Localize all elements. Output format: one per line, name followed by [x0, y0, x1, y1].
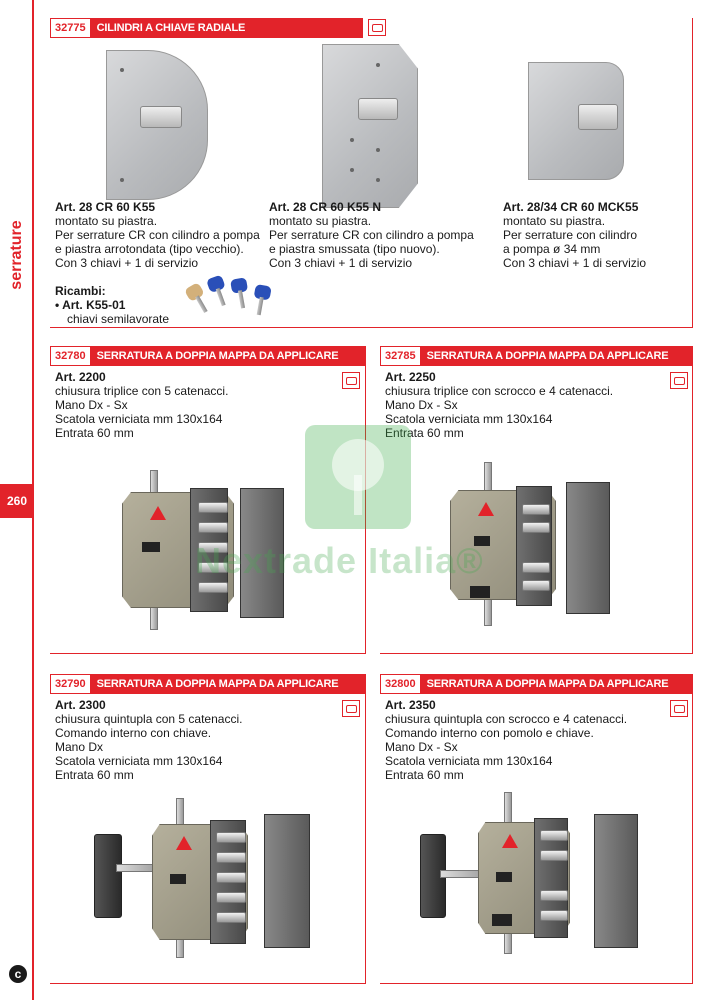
product-desc-2: Art. 28 CR 60 K55 N montato su piastra. Per serrature CR con cilindro a pompa e piastra smussata (tipo nuovo). Con 3 chiavi + 1 di servizio — [269, 200, 474, 270]
brand-logo-icon — [368, 19, 386, 36]
section-code: 32780 — [50, 346, 91, 366]
section-title: SERRATURA A DOPPIA MAPPA DA APPLICARE — [421, 346, 692, 366]
spares-label: Ricambi: — [55, 284, 106, 298]
section-code: 32790 — [50, 674, 91, 694]
product-art: Art. 28 CR 60 K55 — [55, 200, 156, 214]
spares-desc: chiavi semilavorate — [67, 312, 170, 326]
section-32790 — [50, 674, 366, 984]
product-art: Art. 2200 — [55, 370, 106, 384]
section-title: SERRATURA A DOPPIA MAPPA DA APPLICARE — [91, 346, 365, 366]
section-title: SERRATURA A DOPPIA MAPPA DA APPLICARE — [421, 674, 692, 694]
product-desc-1: Art. 28 CR 60 K55 montato su piastra. Per serrature CR con cilindro a pompa e piastra arrotondata (tipo vecchio). Con 3 chiavi + 1 di servizio — [55, 200, 260, 270]
section-code: 32775 — [50, 18, 91, 38]
brand-mark: c — [9, 965, 27, 983]
section-code: 32785 — [380, 346, 421, 366]
section-32785 — [380, 346, 693, 654]
section-32775 — [50, 18, 693, 328]
section-header — [50, 346, 365, 366]
watermark-tree-icon — [305, 425, 411, 529]
product-art: Art. 28/34 CR 60 MCK55 — [503, 200, 639, 214]
brand-logo-icon — [670, 372, 688, 389]
product-art: Art. 28 CR 60 K55 N — [269, 200, 382, 214]
category-label: serrature — [8, 220, 25, 290]
section-title: CILINDRI A CHIAVE RADIALE — [91, 18, 363, 38]
section-header — [380, 674, 692, 694]
section-header — [50, 18, 363, 38]
section-title: SERRATURA A DOPPIA MAPPA DA APPLICARE — [91, 674, 365, 694]
section-header — [380, 346, 692, 366]
watermark-text: Nextrade Italia® — [195, 540, 484, 581]
brand-logo-icon — [342, 372, 360, 389]
brand-logo-icon — [670, 700, 688, 717]
product-desc: Art. 2200 chiusura triplice con 5 catenacci. Mano Dx - Sx Scatola verniciata mm 130x164 Entrata 60 mm — [55, 370, 229, 440]
product-desc-3: Art. 28/34 CR 60 MCK55 montato su piastra. Per serrature con cilindro a pompa ø 34 mm Con 3 chiavi + 1 di servizio — [503, 200, 647, 270]
product-art: Art. 2300 — [55, 698, 106, 712]
section-header — [50, 674, 365, 694]
product-desc: Art. 2350 chiusura quintupla con scrocco e 4 catenacci. Comando interno con pomolo e chiave. Mano Dx - Sx Scatola verniciata mm 130x164 Entrata 60 mm — [385, 698, 628, 782]
product-desc: Art. 2250 chiusura triplice con scrocco e 4 catenacci. Mano Dx - Sx Scatola verniciata mm 130x164 Entrata 60 mm — [385, 370, 614, 440]
section-32800 — [380, 674, 693, 984]
product-art: Art. 2250 — [385, 370, 436, 384]
spares — [55, 284, 169, 326]
product-desc: Art. 2300 chiusura quintupla con 5 catenacci. Comando interno con chiave. Mano Dx Scatola verniciata mm 130x164 Entrata 60 mm — [55, 698, 243, 782]
page-number: 260 — [0, 484, 34, 518]
spares-art: • Art. K55-01 — [55, 298, 126, 312]
brand-logo-icon — [342, 700, 360, 717]
section-code: 32800 — [380, 674, 421, 694]
product-art: Art. 2350 — [385, 698, 436, 712]
